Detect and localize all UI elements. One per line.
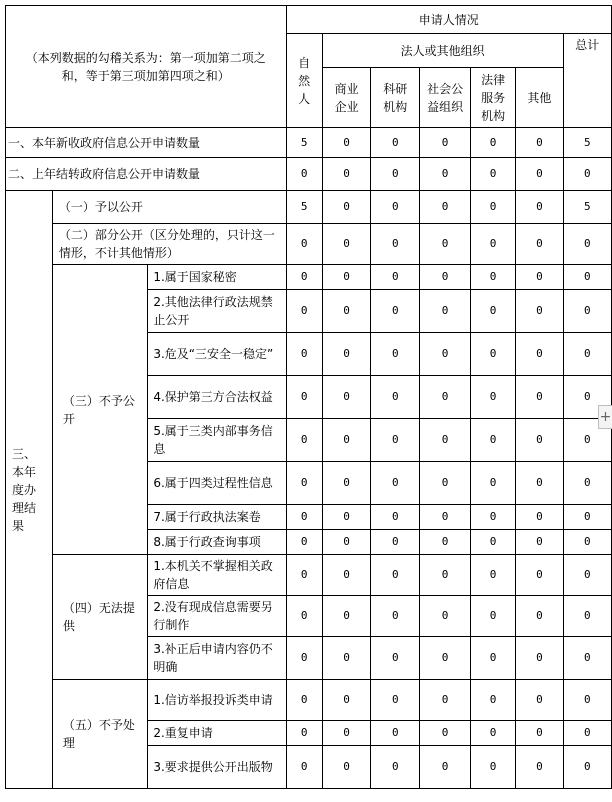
value-cell: 0 (371, 530, 420, 555)
value-cell: 0 (420, 158, 471, 191)
value-cell: 0 (322, 530, 371, 555)
table-row (6, 224, 612, 265)
value-cell: 0 (516, 596, 563, 637)
expand-tab-icon[interactable]: + (598, 405, 612, 429)
value-cell: 0 (371, 290, 420, 333)
value-cell: 0 (286, 530, 322, 555)
value-cell: 0 (420, 637, 471, 680)
value-cell: 0 (516, 746, 563, 789)
value-cell: 0 (322, 128, 371, 158)
item-label: 1.本机关不掌握相关政府信息 (148, 555, 286, 596)
value-cell: 0 (371, 637, 420, 680)
group-label: （五）不予处理 (52, 680, 147, 789)
table-row (6, 128, 612, 158)
value-cell: 0 (371, 376, 420, 419)
value-cell: 0 (471, 224, 516, 265)
value-cell: 0 (471, 555, 516, 596)
value-cell: 0 (516, 290, 563, 333)
value-cell: 0 (563, 462, 611, 505)
value-cell: 5 (563, 191, 611, 224)
value-cell: 0 (471, 721, 516, 746)
value-cell: 0 (516, 505, 563, 530)
header-note: （本列数据的勾稽关系为：第一项加第二项之和，等于第三项加第四项之和） (6, 6, 287, 128)
value-cell: 0 (516, 721, 563, 746)
value-cell: 0 (286, 376, 322, 419)
header-col-research: 科研机构 (371, 68, 420, 128)
value-cell: 0 (322, 505, 371, 530)
value-cell: 0 (516, 530, 563, 555)
header-col-legal-service: 法律服务机构 (471, 68, 516, 128)
value-cell: 0 (516, 191, 563, 224)
item-label: 3.要求提供公开出版物 (148, 746, 286, 789)
value-cell: 0 (516, 637, 563, 680)
value-cell: 0 (563, 158, 611, 191)
value-cell: 0 (563, 680, 611, 721)
row-label: （一）予以公开 (52, 191, 286, 224)
value-cell: 0 (420, 596, 471, 637)
value-cell: 0 (371, 721, 420, 746)
table-row (6, 680, 612, 721)
item-label: 6.属于四类过程性信息 (148, 462, 286, 505)
value-cell: 0 (286, 265, 322, 290)
value-cell: 0 (420, 505, 471, 530)
header-col-business: 商业企业 (322, 68, 371, 128)
value-cell: 0 (286, 637, 322, 680)
value-cell: 0 (286, 158, 322, 191)
header-applicant: 申请人情况 (286, 6, 611, 34)
value-cell: 0 (516, 128, 563, 158)
header-col-other: 其他 (516, 68, 563, 128)
header-legal-group: 法人或其他组织 (322, 34, 563, 68)
value-cell: 0 (322, 419, 371, 462)
value-cell: 0 (420, 746, 471, 789)
value-cell: 0 (471, 596, 516, 637)
value-cell: 0 (471, 290, 516, 333)
value-cell: 0 (371, 224, 420, 265)
value-cell: 0 (420, 419, 471, 462)
value-cell: 0 (322, 596, 371, 637)
value-cell: 0 (322, 265, 371, 290)
value-cell: 0 (471, 158, 516, 191)
value-cell: 0 (516, 555, 563, 596)
group-label: （三）不予公开 (52, 265, 147, 555)
section-three-label: 三、本年度办理结果 (6, 191, 53, 789)
header-col-public-welfare: 社会公益组织 (420, 68, 471, 128)
value-cell: 0 (322, 333, 371, 376)
value-cell: 0 (286, 680, 322, 721)
value-cell: 0 (322, 680, 371, 721)
value-cell: 0 (371, 158, 420, 191)
value-cell: 0 (563, 419, 611, 462)
item-label: 3.危及“三安全一稳定” (148, 333, 286, 376)
value-cell: 5 (286, 128, 322, 158)
value-cell: 0 (371, 419, 420, 462)
value-cell: 0 (471, 265, 516, 290)
value-cell: 0 (471, 191, 516, 224)
value-cell: 0 (563, 721, 611, 746)
row-label: （二）部分公开（区分处理的，只计这一情形，不计其他情形） (52, 224, 286, 265)
value-cell: 0 (471, 128, 516, 158)
value-cell: 0 (420, 680, 471, 721)
value-cell: 0 (420, 265, 471, 290)
value-cell: 0 (322, 290, 371, 333)
statistics-table (5, 5, 612, 789)
table-row (6, 265, 612, 290)
value-cell: 0 (516, 680, 563, 721)
table-row (6, 555, 612, 596)
value-cell: 0 (420, 721, 471, 746)
item-label: 3.补正后申请内容仍不明确 (148, 637, 286, 680)
value-cell: 0 (563, 290, 611, 333)
value-cell: 0 (371, 333, 420, 376)
value-cell: 0 (516, 158, 563, 191)
value-cell: 0 (420, 191, 471, 224)
value-cell: 0 (563, 224, 611, 265)
value-cell: 0 (563, 333, 611, 376)
item-label: 4.保护第三方合法权益 (148, 376, 286, 419)
value-cell: 0 (371, 265, 420, 290)
item-label: 2.其他法律行政法规禁止公开 (148, 290, 286, 333)
value-cell: 0 (420, 555, 471, 596)
value-cell: 0 (371, 746, 420, 789)
value-cell: 0 (286, 462, 322, 505)
value-cell: 0 (371, 505, 420, 530)
value-cell: 0 (563, 376, 611, 419)
value-cell: 0 (322, 721, 371, 746)
value-cell: 0 (471, 680, 516, 721)
value-cell: 0 (563, 505, 611, 530)
table-row (6, 191, 612, 224)
value-cell: 0 (420, 128, 471, 158)
value-cell: 0 (420, 224, 471, 265)
header-total: 总计 (563, 34, 611, 128)
item-label: 1.信访举报投诉类申请 (148, 680, 286, 721)
value-cell: 0 (322, 746, 371, 789)
header-natural-person: 自然人 (286, 34, 322, 128)
value-cell: 0 (371, 128, 420, 158)
item-label: 2.没有现成信息需要另行制作 (148, 596, 286, 637)
value-cell: 0 (471, 505, 516, 530)
value-cell: 0 (516, 376, 563, 419)
value-cell: 0 (471, 530, 516, 555)
value-cell: 0 (516, 419, 563, 462)
group-label: （四）无法提供 (52, 555, 147, 680)
item-label: 5.属于三类内部事务信息 (148, 419, 286, 462)
value-cell: 0 (471, 333, 516, 376)
value-cell: 0 (471, 462, 516, 505)
value-cell: 0 (286, 596, 322, 637)
value-cell: 0 (420, 376, 471, 419)
value-cell: 0 (286, 224, 322, 265)
value-cell: 0 (471, 637, 516, 680)
value-cell: 0 (420, 290, 471, 333)
value-cell: 0 (286, 746, 322, 789)
value-cell: 0 (563, 596, 611, 637)
value-cell: 0 (563, 530, 611, 555)
value-cell: 0 (420, 333, 471, 376)
value-cell: 0 (471, 419, 516, 462)
value-cell: 0 (516, 333, 563, 376)
value-cell: 0 (322, 224, 371, 265)
value-cell: 0 (371, 596, 420, 637)
value-cell: 0 (322, 158, 371, 191)
item-label: 1.属于国家秘密 (148, 265, 286, 290)
value-cell: 0 (420, 530, 471, 555)
value-cell: 0 (420, 462, 471, 505)
value-cell: 0 (371, 462, 420, 505)
value-cell: 0 (563, 637, 611, 680)
value-cell: 0 (471, 376, 516, 419)
value-cell: 0 (322, 637, 371, 680)
value-cell: 0 (286, 505, 322, 530)
value-cell: 0 (516, 462, 563, 505)
value-cell: 0 (322, 376, 371, 419)
item-label: 8.属于行政查询事项 (148, 530, 286, 555)
value-cell: 0 (371, 555, 420, 596)
value-cell: 0 (286, 290, 322, 333)
value-cell: 0 (322, 555, 371, 596)
value-cell: 0 (286, 555, 322, 596)
value-cell: 0 (322, 462, 371, 505)
item-label: 7.属于行政执法案卷 (148, 505, 286, 530)
row-label: 一、本年新收政府信息公开申请数量 (6, 128, 287, 158)
value-cell: 0 (371, 680, 420, 721)
value-cell: 0 (516, 224, 563, 265)
value-cell: 0 (371, 191, 420, 224)
table-row (6, 158, 612, 191)
value-cell: 0 (563, 265, 611, 290)
value-cell: 0 (471, 746, 516, 789)
value-cell: 0 (286, 333, 322, 376)
value-cell: 0 (286, 721, 322, 746)
value-cell: 0 (516, 265, 563, 290)
value-cell: 0 (286, 419, 322, 462)
value-cell: 0 (563, 746, 611, 789)
row-label: 二、上年结转政府信息公开申请数量 (6, 158, 287, 191)
value-cell: 0 (563, 555, 611, 596)
value-cell: 0 (322, 191, 371, 224)
value-cell: 5 (563, 128, 611, 158)
value-cell: 5 (286, 191, 322, 224)
item-label: 2.重复申请 (148, 721, 286, 746)
